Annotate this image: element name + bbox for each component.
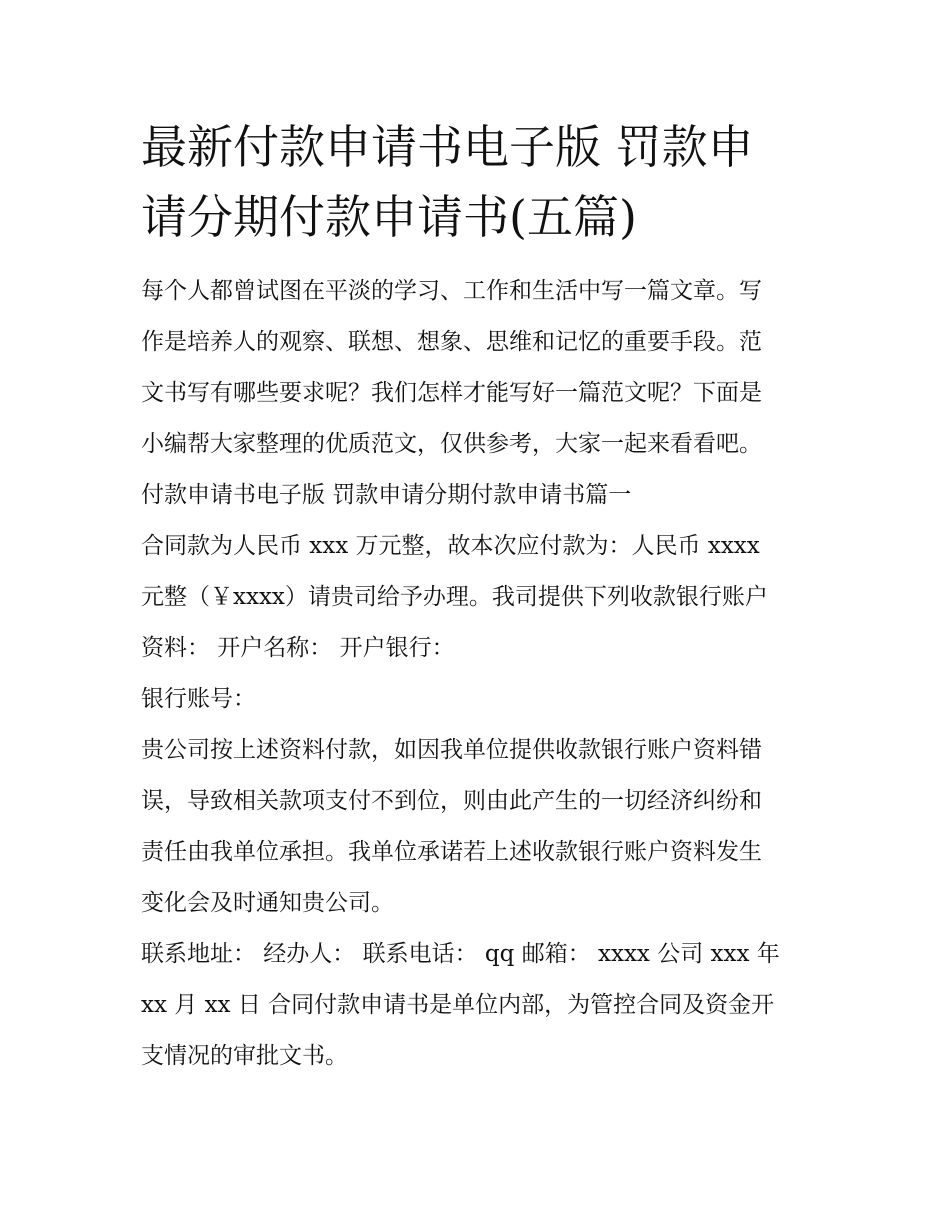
section-heading: 付款申请书电子版 罚款申请分期付款申请书篇一 <box>141 482 632 508</box>
body-line: xx 月 xx 日 合同付款申请书是单位内部，为管控合同及资金开 <box>141 992 775 1018</box>
title-line-1: 最新付款申请书电子版 罚款申 <box>141 120 754 174</box>
body-line: 变化会及时通知贵公司。 <box>141 890 394 916</box>
body-line: 银行账号： <box>141 686 256 712</box>
body-line: 每个人都曾试图在平淡的学习、工作和生活中写一篇文章。写 <box>141 278 762 304</box>
body-line: 资料： 开户名称： 开户银行： <box>141 635 455 661</box>
title-line-2: 请分期付款申请书(五篇) <box>141 190 637 244</box>
body-line: 作是培养人的观察、联想、想象、思维和记忆的重要手段。范 <box>141 329 762 355</box>
document-body <box>141 266 813 1082</box>
body-line: 贵公司按上述资料付款，如因我单位提供收款银行账户资料错 <box>141 737 762 763</box>
body-line: 合同款为人民币 xxx 万元整，故本次应付款为：人民币 xxxx <box>141 533 760 559</box>
body-line: 支情况的审批文书。 <box>141 1043 348 1069</box>
body-line: 责任由我单位承担。我单位承诺若上述收款银行账户资料发生 <box>141 839 762 865</box>
body-line: 误，导致相关款项支付不到位，则由此产生的一切经济纠纷和 <box>141 788 762 814</box>
document-title <box>141 112 813 252</box>
body-line: 文书写有哪些要求呢？我们怎样才能写好一篇范文呢？下面是 <box>141 380 762 406</box>
body-line: 元整（￥xxxx）请贵司给予办理。我司提供下列收款银行账户 <box>141 584 768 610</box>
document-content <box>141 112 813 1082</box>
body-line: 联系地址： 经办人： 联系电话： qq 邮箱： xxxx 公司 xxx 年 <box>141 941 780 967</box>
body-line: 小编帮大家整理的优质范文，仅供参考，大家一起来看看吧。 <box>141 431 762 457</box>
